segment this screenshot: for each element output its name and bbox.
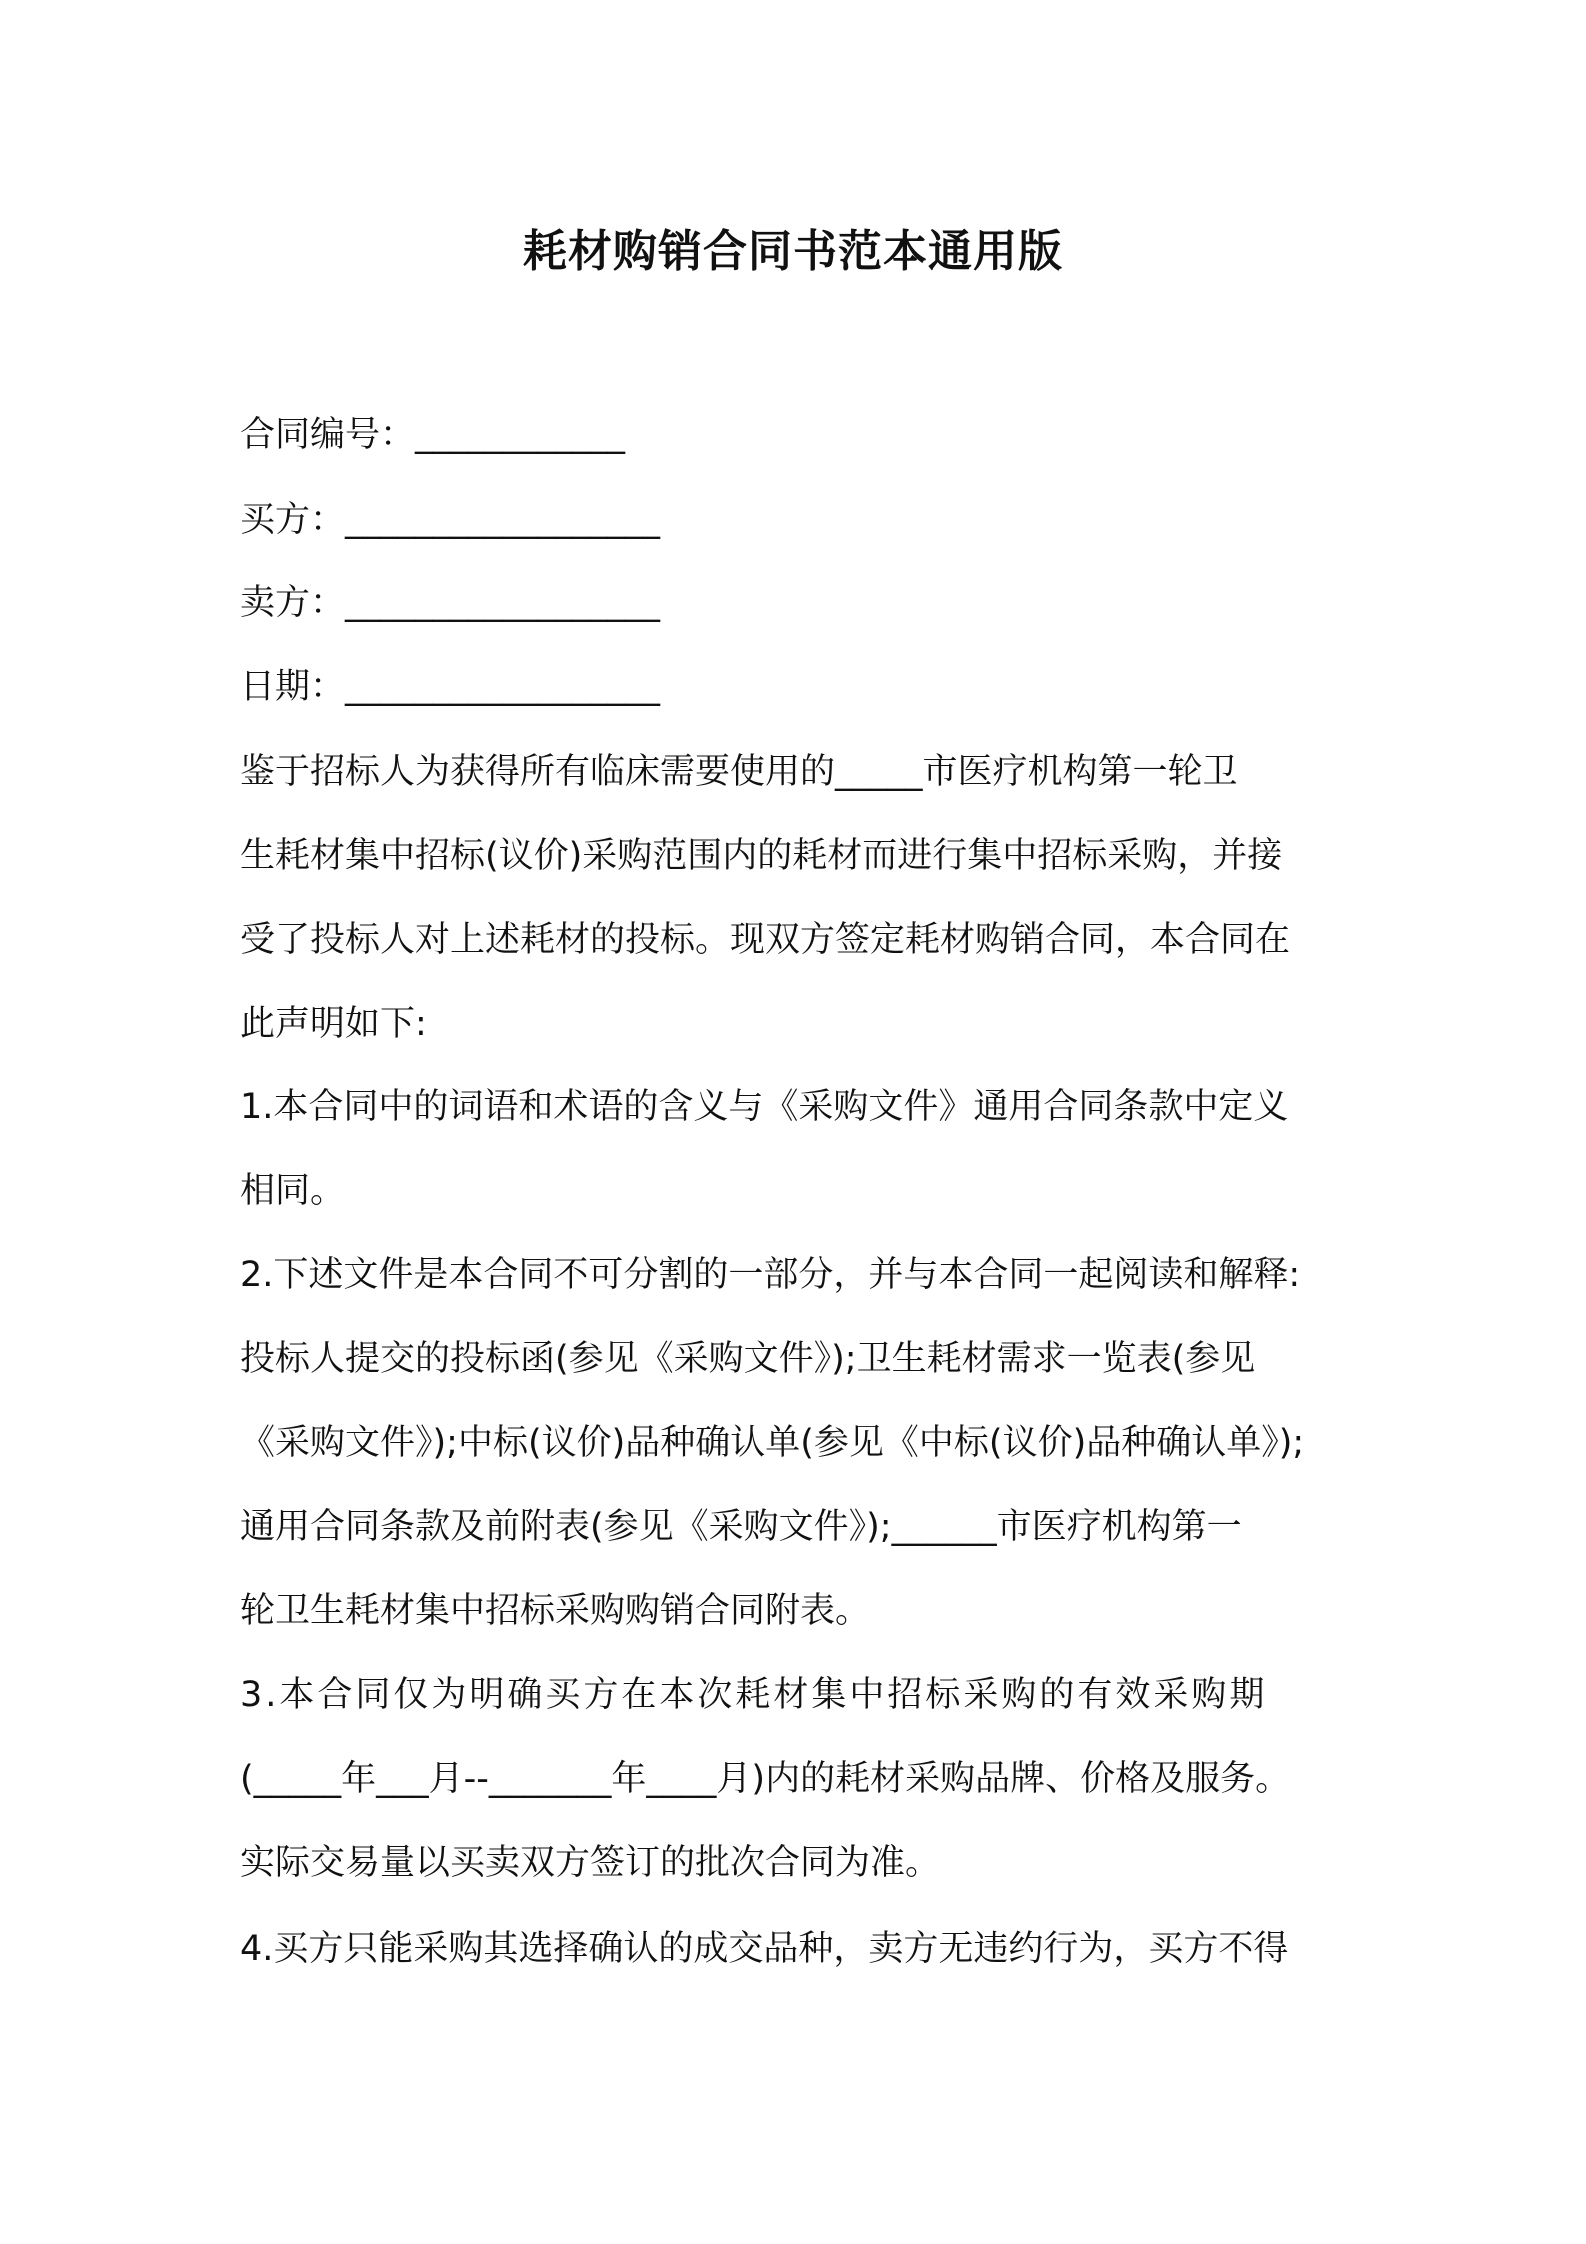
clause-2-line: 通用合同条款及前附表(参见《采购文件》);______市医疗机构第一 <box>240 1507 1242 1547</box>
clause-3-line: 3.本合同仅为明确买方在本次耗材集中招标采购的有效采购期 <box>240 1675 1268 1715</box>
intro-line: 受了投标人对上述耗材的投标。现双方签定耗材购销合同，本合同在 <box>240 920 1291 960</box>
seller-label: 卖方： <box>240 583 346 623</box>
clause-2-line: 轮卫生耗材集中招标采购购销合同附表。 <box>240 1591 871 1631</box>
clause-4 <box>240 1907 1360 1991</box>
date-field <box>240 662 660 712</box>
contract-number-field <box>240 410 625 460</box>
seller-field <box>240 578 660 628</box>
clause-1-line: 相同。 <box>240 1171 346 1211</box>
clause-1-line: 1.本合同中的词语和术语的含义与《采购文件》通用合同条款中定义 <box>240 1087 1289 1127</box>
buyer-field <box>240 495 660 545</box>
clause-4-line: 4.买方只能采购其选择确认的成交品种，卖方无违约行为，买方不得 <box>240 1929 1289 1969</box>
clause-2-line: 投标人提交的投标函(参见《采购文件》);卫生耗材需求一览表(参见 <box>240 1339 1256 1379</box>
clause-2-line: 2.下述文件是本合同不可分割的一部分，并与本合同一起阅读和解释: <box>240 1255 1301 1295</box>
clause-3-line: (_____年___月--_______年____月)内的耗材采购品牌、价格及服务。 <box>240 1759 1291 1799</box>
clause-2 <box>240 1233 1360 1653</box>
intro-line: 生耗材集中招标(议价)采购范围内的耗材而进行集中招标采购，并接 <box>240 836 1283 876</box>
date-blank: __________________ <box>345 667 661 707</box>
contract-number-label: 合同编号： <box>240 415 416 455</box>
clause-3 <box>240 1653 1360 1905</box>
seller-blank: __________________ <box>345 583 661 623</box>
buyer-label: 买方： <box>240 500 346 540</box>
date-label: 日期： <box>240 667 346 707</box>
clause-2-line: 《采购文件》);中标(议价)品种确认单(参见《中标(议价)品种确认单》); <box>240 1423 1305 1463</box>
document-title: 耗材购销合同书范本通用版 <box>523 226 1063 277</box>
intro-paragraph <box>240 730 1360 1066</box>
intro-line: 鉴于招标人为获得所有临床需要使用的_____市医疗机构第一轮卫 <box>240 752 1238 792</box>
clause-3-line: 实际交易量以买卖双方签订的批次合同为准。 <box>240 1843 941 1883</box>
clause-1 <box>240 1065 1360 1233</box>
buyer-blank: __________________ <box>345 500 661 540</box>
contract-number-blank: ____________ <box>415 415 626 455</box>
intro-line: 此声明如下: <box>240 1004 427 1044</box>
